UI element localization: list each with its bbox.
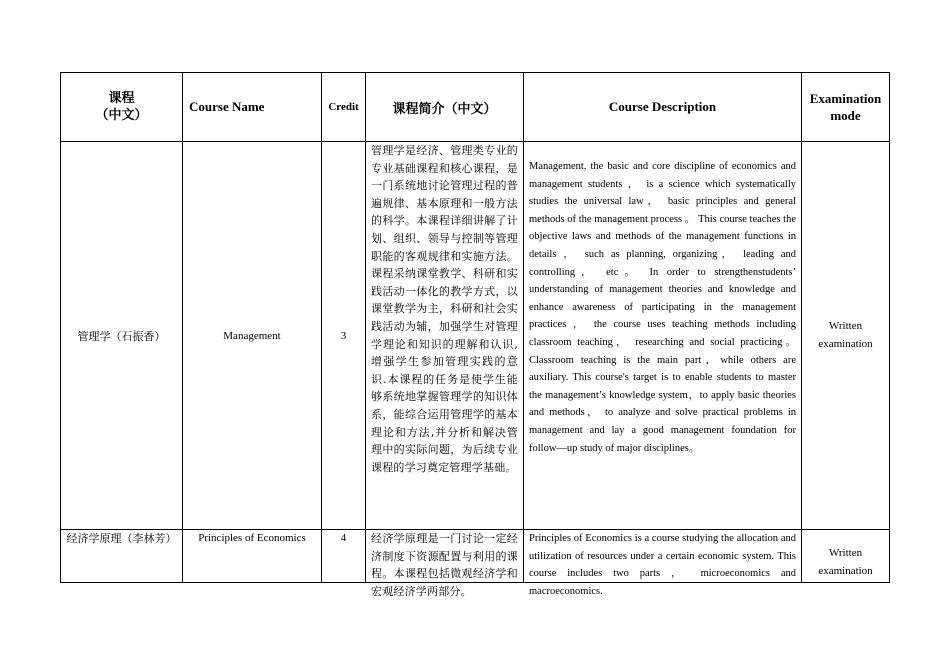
row-1-examination-mode-text: Written examination <box>818 319 873 350</box>
row-1-course-name-text: Management <box>223 329 281 342</box>
row-1-course-cn-text: 管理学（石振香） <box>77 329 166 343</box>
table-row-1-course-name <box>183 142 321 529</box>
table-row-1-credit <box>322 142 365 529</box>
row-1-credit-text: 3 <box>340 329 347 342</box>
table-row-2-course-name <box>183 530 321 582</box>
header-course-description-text: Course Description <box>608 99 717 114</box>
table-row-2-examination-mode <box>802 545 889 582</box>
row-2-credit-text: 4 <box>340 532 347 544</box>
table-row-1-course-description: Management, the basic and core discipline of economics and management students ， is a science which systematically studies the universal law， basic principles and general methods of the management process 。 This course teaches the objective laws and methods of the management functions in details ， such as planning, organizing， leading and controlling， etc。 In order to strengthenstudents’ understanding of management theories and knowledge and enhance awareness of participating in the management practices ， the course uses teaching methods including classroom teaching， researching and social practicing。 Classroom teaching is the main part，while others are auxiliary. This course's target is to enable students to master the management’s knowledge system，to apply basic theories and methods， to analyze and solve practical problems in management and lay a good management foundation for follow—up study of major disciplines。 <box>529 161 796 454</box>
header-examination-mode <box>802 73 889 141</box>
header-course-name-text: Course Name <box>189 99 265 114</box>
header-description-cn-text: 课程简介（中文） <box>392 101 497 117</box>
course-table <box>60 72 890 672</box>
row-2-course-name-text: Principles of Economics <box>198 532 306 544</box>
header-course-name <box>189 73 319 141</box>
table-row-1-examination-mode <box>802 142 889 529</box>
table-row-1-description-cn: 管理学是经济、管理类专业的专业基础课程和核心课程，是一门系统地讨论管理过程的普遍规律、基本原理和一般方法的科学。本课程详细讲解了计划、组织、领导与控制等管理职能的客观规律和实施方法。课程采纳课堂教学、科研和实践活动一体化的教学方式，以课堂教学为主，科研和社会实践活动为辅，加强学生对管理学理论和知识的理解和认识,增强学生参加管理实践的意识.本课程的任务是使学生能够系统地掌握管理学的知识体系，能综合运用管理学的基本理论和方法,并分析和解决管理中的实际问题，为后续专业课程的学习奠定管理学基础。 <box>371 144 518 474</box>
table-row-2-course-description: Principles of Economics is a course studying the allocation and utilization of resources under a certain economic system. This course includes two parts ， microeconomics and macroeconomics. <box>529 533 796 597</box>
table-row-1-course-cn <box>61 142 182 529</box>
row-2-course-cn-text: 经济学原理（李林芳） <box>66 532 177 545</box>
header-course-description <box>524 73 801 141</box>
table-row-2-course-cn <box>61 530 182 582</box>
header-description-cn <box>366 73 523 141</box>
header-course-cn-text: 课程 （中文） <box>95 91 148 123</box>
header-credit <box>322 73 365 141</box>
table-row-2-description-cn: 经济学原理是一门讨论一定经济制度下资源配置与利用的课程。本课程包括微观经济学和宏观经济学两部分。 <box>371 532 518 598</box>
header-course-cn <box>61 73 182 141</box>
row-2-examination-mode-text: Written examination <box>818 547 873 577</box>
header-examination-mode-text: Examination mode <box>809 91 882 123</box>
col-border <box>889 72 890 583</box>
header-credit-text: Credit <box>328 101 359 113</box>
table-row-2-credit <box>322 530 365 582</box>
